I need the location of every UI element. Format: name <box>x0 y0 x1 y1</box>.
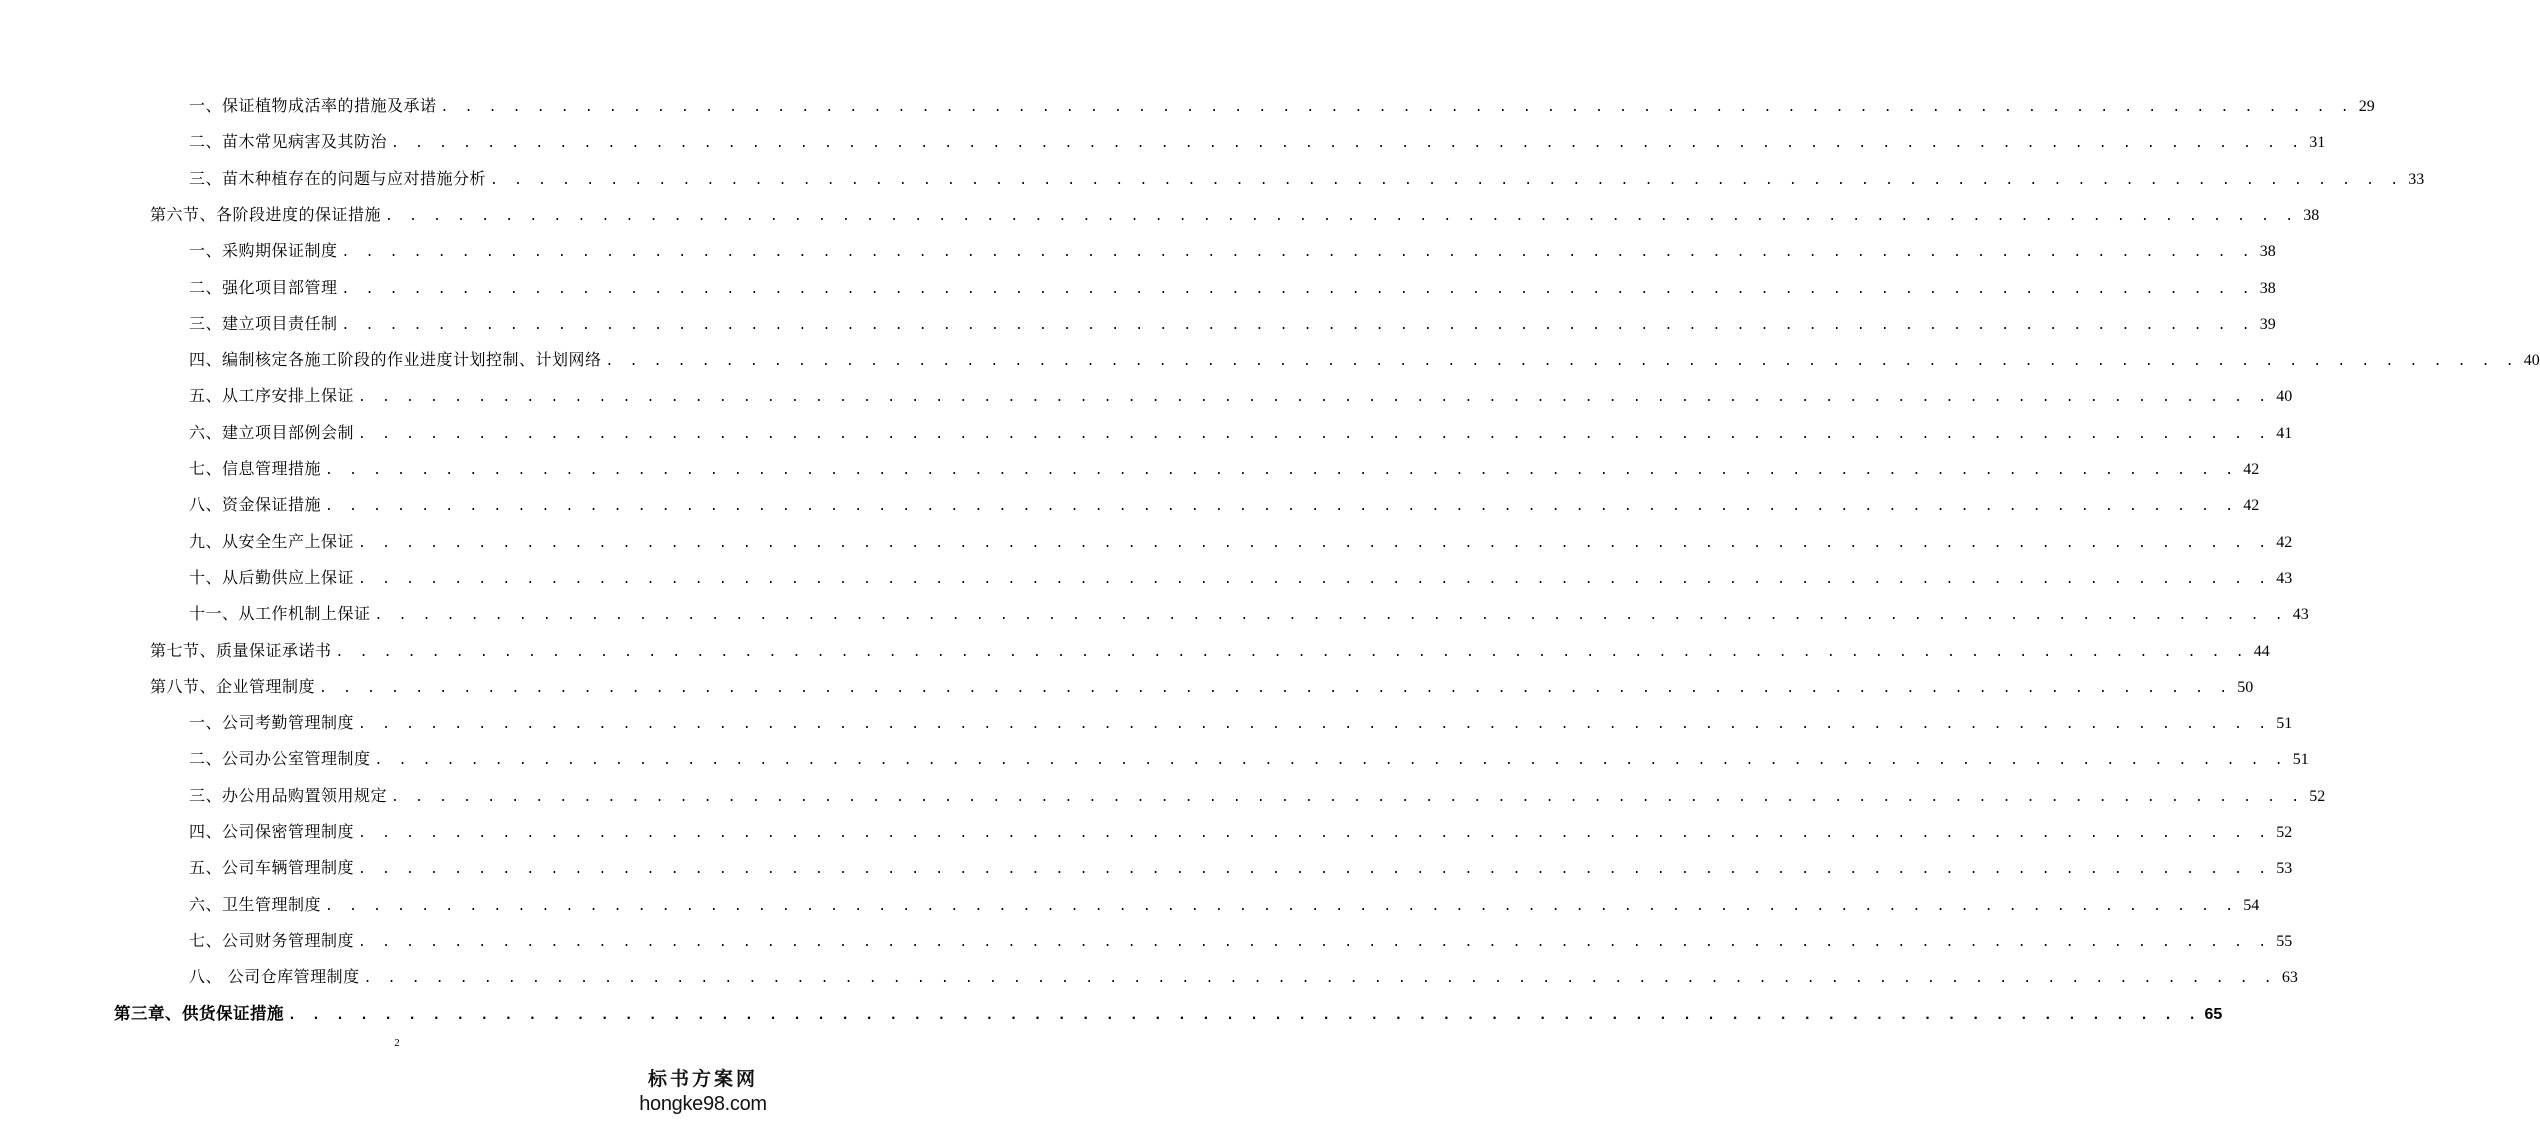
toc-entry[interactable] <box>189 959 2298 995</box>
toc-entry[interactable] <box>150 633 2270 669</box>
toc-entry-title: 八、资金保证措施 <box>189 495 322 515</box>
toc-entry-page-number: 42 <box>2243 497 2260 515</box>
toc-entry-title: 二、公司办公室管理制度 <box>189 749 371 769</box>
toc-entry-page-number: 54 <box>2243 896 2260 914</box>
toc-entry[interactable] <box>189 233 2276 269</box>
toc-dot-leader: . . . . . . . . . . . . . . . . . . . . . . . . . . . . . . . . . . . . . . . . . . . . . . . . . . . . . . . . . . . . . . . . . . . . . . . . . . . . . . . . <box>325 463 2238 478</box>
toc-entry[interactable] <box>189 342 2540 378</box>
toc-entry-title: 第三章、供货保证措施 <box>114 1003 284 1023</box>
toc-entry[interactable] <box>189 923 2293 959</box>
toc-entry-page-number: 38 <box>2303 206 2320 224</box>
toc-entry-page-number: 43 <box>2292 606 2309 624</box>
toc-entry[interactable] <box>189 161 2425 197</box>
toc-dot-leader: . . . . . . . . . . . . . . . . . . . . . . . . . . . . . . . . . . . . . . . . . . . . . . . . . . . . . . . . . . . . . . . . . . . . . . . . . . . . . . . . <box>358 826 2271 841</box>
toc-entry[interactable] <box>189 741 2309 777</box>
toc-entry[interactable] <box>189 487 2260 523</box>
watermark-url: hongke98.com <box>639 1093 767 1115</box>
toc-dot-leader: . . . . . . . . . . . . . . . . . . . . . . . . . . . . . . . . . . . . . . . . . . . . . . . . . . . . . . . . . . . . . . . . . . . . . . . . . . . . . . . . <box>288 1007 2201 1023</box>
toc-entry-title: 七、公司财务管理制度 <box>189 930 355 950</box>
toc-entry-page-number: 31 <box>2309 134 2326 152</box>
toc-entry-title: 九、从安全生产上保证 <box>189 531 355 551</box>
site-watermark <box>628 1066 778 1116</box>
toc-entry[interactable] <box>189 705 2293 741</box>
toc-entry-page-number: 65 <box>2204 1005 2223 1023</box>
toc-dot-leader: . . . . . . . . . . . . . . . . . . . . . . . . . . . . . . . . . . . . . . . . . . . . . . . . . . . . . . . . . . . . . . . . . . . . . . . . . . . . . . . . <box>605 354 2518 370</box>
toc-entry-page-number: 38 <box>2259 243 2276 261</box>
toc-dot-leader: . . . . . . . . . . . . . . . . . . . . . . . . . . . . . . . . . . . . . . . . . . . . . . . . . . . . . . . . . . . . . . . . . . . . . . . . . . . . . . . . <box>391 789 2304 805</box>
toc-entry-title: 二、苗木常见病害及其防治 <box>189 132 388 152</box>
toc-entry-page-number: 40 <box>2523 352 2540 370</box>
toc-entry-title: 三、办公用品购置领用规定 <box>189 785 388 805</box>
toc-dot-leader: . . . . . . . . . . . . . . . . . . . . . . . . . . . . . . . . . . . . . . . . . . . . . . . . . . . . . . . . . . . . . . . . . . . . . . . . . . . . . . . . <box>325 499 2238 515</box>
toc-dot-leader: . . . . . . . . . . . . . . . . . . . . . . . . . . . . . . . . . . . . . . . . . . . . . . . . . . . . . . . . . . . . . . . . . . . . . . . . . . . . . . . . <box>374 608 2287 624</box>
toc-entry[interactable] <box>189 88 2375 124</box>
toc-entry-page-number: 39 <box>2259 315 2276 333</box>
toc-entry-page-number: 33 <box>2408 170 2425 188</box>
toc-dot-leader: . . . . . . . . . . . . . . . . . . . . . . . . . . . . . . . . . . . . . . . . . . . . . . . . . . . . . . . . . . . . . . . . . . . . . . . . . . . . . . . . <box>341 281 2254 297</box>
toc-entry-page-number: 50 <box>2237 678 2254 696</box>
toc-entry[interactable] <box>150 197 2320 233</box>
page-number: 2 <box>394 1037 400 1049</box>
toc-entry-page-number: 41 <box>2276 424 2293 442</box>
toc-dot-leader: . . . . . . . . . . . . . . . . . . . . . . . . . . . . . . . . . . . . . . . . . . . . . . . . . . . . . . . . . . . . . . . . . . . . . . . . . . . . . . . . <box>319 680 2232 696</box>
toc-entry[interactable] <box>189 850 2293 886</box>
toc-entry[interactable] <box>189 415 2293 451</box>
toc-entry-title: 七、信息管理措施 <box>189 459 322 478</box>
toc-entry-page-number: 43 <box>2276 569 2293 587</box>
toc-entry[interactable] <box>189 814 2293 850</box>
toc-entry[interactable] <box>189 596 2309 632</box>
toc-entry-page-number: 44 <box>2253 642 2270 660</box>
toc-entry-page-number: 42 <box>2276 533 2293 551</box>
toc-entry[interactable] <box>189 124 2326 160</box>
toc-entry-title: 五、公司车辆管理制度 <box>189 858 355 878</box>
toc-entry-page-number: 40 <box>2276 388 2293 406</box>
toc-entry[interactable] <box>189 778 2326 814</box>
toc-dot-leader: . . . . . . . . . . . . . . . . . . . . . . . . . . . . . . . . . . . . . . . . . . . . . . . . . . . . . . . . . . . . . . . . . . . . . . . . . . . . . . . . <box>341 245 2254 261</box>
toc-entry[interactable] <box>189 270 2276 306</box>
toc-dot-leader: . . . . . . . . . . . . . . . . . . . . . . . . . . . . . . . . . . . . . . . . . . . . . . . . . . . . . . . . . . . . . . . . . . . . . . . . . . . . . . . . <box>358 717 2271 733</box>
toc-dot-leader: . . . . . . . . . . . . . . . . . . . . . . . . . . . . . . . . . . . . . . . . . . . . . . . . . . . . . . . . . . . . . . . . . . . . . . . . . . . . . . . . <box>363 971 2276 987</box>
toc-dot-leader: . . . . . . . . . . . . . . . . . . . . . . . . . . . . . . . . . . . . . . . . . . . . . . . . . . . . . . . . . . . . . . . . . . . . . . . . . . . . . . . . <box>358 862 2271 878</box>
toc-entry-title: 一、保证植物成活率的措施及承诺 <box>189 96 437 115</box>
toc-dot-leader: . . . . . . . . . . . . . . . . . . . . . . . . . . . . . . . . . . . . . . . . . . . . . . . . . . . . . . . . . . . . . . . . . . . . . . . . . . . . . . . . <box>325 898 2238 914</box>
toc-entry-page-number: 51 <box>2292 751 2309 769</box>
toc-entry-page-number: 52 <box>2276 824 2293 841</box>
toc-entry-title: 十、从后勤供应上保证 <box>189 567 355 587</box>
toc-entry[interactable] <box>189 560 2293 596</box>
toc-entry-page-number: 53 <box>2276 860 2293 878</box>
toc-entry-title: 第六节、各阶段进度的保证措施 <box>150 204 382 224</box>
toc-entry-title: 八、 公司仓库管理制度 <box>189 967 360 987</box>
toc-entry-title: 六、建立项目部例会制 <box>189 422 355 442</box>
toc-entry-title: 四、公司保密管理制度 <box>189 822 355 841</box>
toc-entry-title: 一、公司考勤管理制度 <box>189 713 355 733</box>
toc-dot-leader: . . . . . . . . . . . . . . . . . . . . . . . . . . . . . . . . . . . . . . . . . . . . . . . . . . . . . . . . . . . . . . . . . . . . . . . . . . . . . . . . <box>358 934 2271 950</box>
toc-dot-leader: . . . . . . . . . . . . . . . . . . . . . . . . . . . . . . . . . . . . . . . . . . . . . . . . . . . . . . . . . . . . . . . . . . . . . . . . . . . . . . . . <box>385 208 2298 224</box>
toc-entry-title: 二、强化项目部管理 <box>189 277 338 297</box>
toc-dot-leader: . . . . . . . . . . . . . . . . . . . . . . . . . . . . . . . . . . . . . . . . . . . . . . . . . . . . . . . . . . . . . . . . . . . . . . . . . . . . . . . . <box>440 100 2353 115</box>
toc-entry-title: 三、苗木种植存在的问题与应对措施分析 <box>189 168 487 188</box>
toc-entry[interactable] <box>189 306 2276 342</box>
toc-entry-page-number: 38 <box>2259 279 2276 297</box>
toc-dot-leader: . . . . . . . . . . . . . . . . . . . . . . . . . . . . . . . . . . . . . . . . . . . . . . . . . . . . . . . . . . . . . . . . . . . . . . . . . . . . . . . . <box>335 644 2248 660</box>
toc-entry-title: 一、采购期保证制度 <box>189 241 338 261</box>
toc-entry[interactable] <box>189 524 2293 560</box>
toc-dot-leader: . . . . . . . . . . . . . . . . . . . . . . . . . . . . . . . . . . . . . . . . . . . . . . . . . . . . . . . . . . . . . . . . . . . . . . . . . . . . . . . . <box>358 426 2271 442</box>
toc-entry-title: 第八节、企业管理制度 <box>150 676 316 696</box>
toc-entry-page-number: 29 <box>2358 98 2375 115</box>
watermark-site-name: 标书方案网 <box>647 1068 758 1090</box>
toc-entry-page-number: 55 <box>2276 932 2293 950</box>
toc-entry-page-number: 51 <box>2276 715 2293 733</box>
toc-dot-leader: . . . . . . . . . . . . . . . . . . . . . . . . . . . . . . . . . . . . . . . . . . . . . . . . . . . . . . . . . . . . . . . . . . . . . . . . . . . . . . . . <box>374 753 2287 769</box>
toc-entry[interactable] <box>189 378 2293 414</box>
toc-dot-leader: . . . . . . . . . . . . . . . . . . . . . . . . . . . . . . . . . . . . . . . . . . . . . . . . . . . . . . . . . . . . . . . . . . . . . . . . . . . . . . . . <box>358 535 2271 551</box>
toc-entry-title: 六、卫生管理制度 <box>189 894 322 914</box>
toc-entry[interactable] <box>189 887 2260 923</box>
toc-entry-page-number: 52 <box>2309 787 2326 805</box>
toc-entry[interactable] <box>150 669 2254 705</box>
toc-entry-title: 十一、从工作机制上保证 <box>189 604 371 624</box>
toc-dot-leader: . . . . . . . . . . . . . . . . . . . . . . . . . . . . . . . . . . . . . . . . . . . . . . . . . . . . . . . . . . . . . . . . . . . . . . . . . . . . . . . . <box>358 571 2271 587</box>
toc-entry-title: 三、建立项目责任制 <box>189 313 338 333</box>
toc-entry-page-number: 63 <box>2281 969 2298 987</box>
toc-entry[interactable] <box>114 996 2223 1032</box>
toc-entry-title: 五、从工序安排上保证 <box>189 386 355 406</box>
toc-entry-title: 第七节、质量保证承诺书 <box>150 640 332 660</box>
toc-dot-leader: . . . . . . . . . . . . . . . . . . . . . . . . . . . . . . . . . . . . . . . . . . . . . . . . . . . . . . . . . . . . . . . . . . . . . . . . . . . . . . . . <box>391 136 2304 152</box>
toc-entry-page-number: 42 <box>2243 461 2260 478</box>
toc-dot-leader: . . . . . . . . . . . . . . . . . . . . . . . . . . . . . . . . . . . . . . . . . . . . . . . . . . . . . . . . . . . . . . . . . . . . . . . . . . . . . . . . <box>341 317 2254 333</box>
toc-dot-leader: . . . . . . . . . . . . . . . . . . . . . . . . . . . . . . . . . . . . . . . . . . . . . . . . . . . . . . . . . . . . . . . . . . . . . . . . . . . . . . . . <box>490 172 2403 188</box>
toc-dot-leader: . . . . . . . . . . . . . . . . . . . . . . . . . . . . . . . . . . . . . . . . . . . . . . . . . . . . . . . . . . . . . . . . . . . . . . . . . . . . . . . . <box>358 390 2271 406</box>
toc-entry[interactable] <box>189 451 2260 487</box>
toc-entry-title: 四、编制核定各施工阶段的作业进度计划控制、计划网络 <box>189 350 602 370</box>
